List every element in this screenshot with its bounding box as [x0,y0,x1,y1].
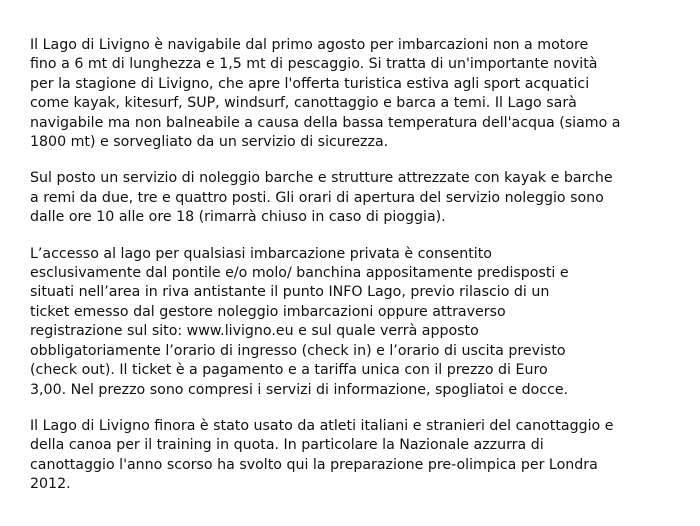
text-line: 1800 mt) e sorvegliato da un servizio di sicurezza. [30,134,389,151]
text-line: L’accesso al lago per qualsiasi imbarcazione privata è consentito [30,245,492,262]
paragraph-rental-service [30,169,675,227]
text-line: esclusivamente dal pontile e/o molo/ banchina appositamente predisposti e [30,265,569,282]
text-line: canottaggio l'anno scorso ha svolto qui la preparazione pre-olimpica per Londra [30,456,598,473]
text-line: fino a 6 mt di lunghezza e 1,5 mt di pescaggio. Si tratta di un'importante novità [30,56,598,73]
paragraph-lake-navigable [30,36,675,152]
text-line: obbligatoriamente l’orario di ingresso (check in) e l’orario di uscita previsto [30,342,566,359]
text-line: 2012. [30,476,71,493]
text-line: situati nell’area in riva antistante il punto INFO Lago, previo rilascio di un [30,284,550,301]
text-line: 3,00. Nel prezzo sono compresi i servizi di informazione, spogliatoi e docce. [30,381,569,398]
document-body [30,36,675,512]
paragraph-access-rules [30,245,675,400]
text-line: per la stagione di Livigno, che apre l'offerta turistica estiva agli sport acquatici [30,75,590,92]
text-line: dalle ore 10 alle ore 18 (rimarrà chiuso in caso di pioggia). [30,209,446,226]
text-line: ticket emesso dal gestore noleggio imbarcazioni oppure attraverso [30,303,506,320]
text-line: Il Lago di Livigno è navigabile dal primo agosto per imbarcazioni non a motore [30,37,589,53]
text-line: della canoa per il training in quota. In particolare la Nazionale azzurra di [30,437,544,454]
text-line: a remi da due, tre e quattro posti. Gli orari di apertura del servizio noleggio sono [30,189,604,206]
text-line: come kayak, kitesurf, SUP, windsurf, canottaggio e barca a temi. Il Lago sarà [30,95,577,112]
text-line: navigabile ma non balneabile a causa della bassa temperatura dell'acqua (siamo a [30,114,621,131]
text-line: registrazione sul sito: www.livigno.eu e sul quale verrà apposto [30,323,479,340]
text-line: (check out). Il ticket è a pagamento e a tariffa unica con il prezzo di Euro [30,362,548,379]
paragraph-training-use [30,417,675,495]
text-line: Sul posto un servizio di noleggio barche e strutture attrezzate con kayak e barche [30,170,613,187]
text-line: Il Lago di Livigno finora è stato usato da atleti italiani e stranieri del canottaggio e [30,417,614,434]
